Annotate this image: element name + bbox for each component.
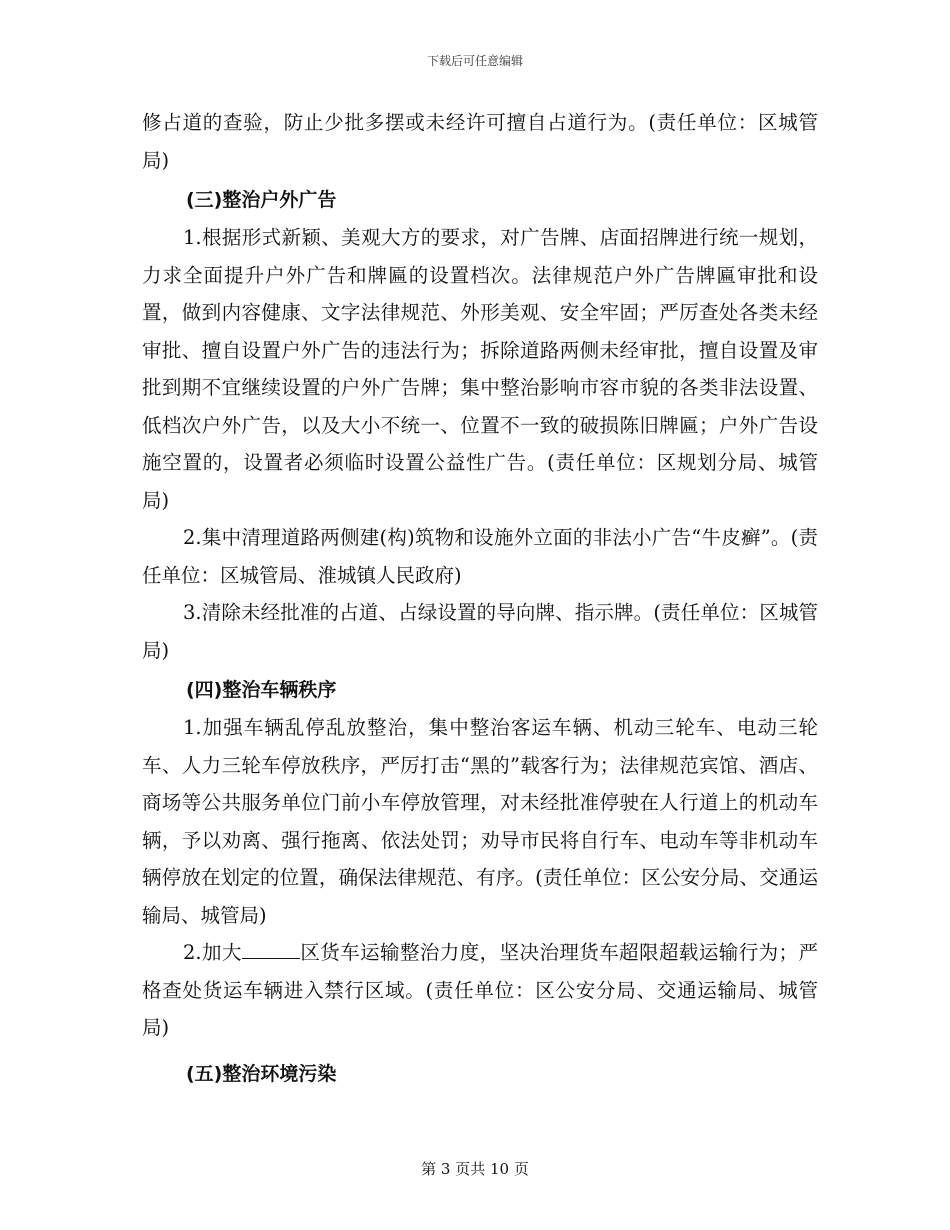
paragraph-vehicles-2: [142, 934, 818, 1047]
paragraph-outdoor-ads-2: 2.集中清理道路两侧建(构)筑物和设施外立面的非法小广告“牛皮癣”。(责任单位：区城管局、淮城镇人民政府): [142, 526, 818, 587]
paragraph-outdoor-ads-1: 1.根据形式新颖、美观大方的要求，对广告牌、店面招牌进行统一规划，力求全面提升户外广告和牌匾的设置档次。法律规范户外广告牌匾审批和设置，做到内容健康、文字法律规范、外形美观、安全牢固；严厉查处各类未经审批、擅自设置户外广告的违法行为；拆除道路两侧未经审批，擅自设置及审批到期不宜继续设置的户外广告牌；集中整治影响市容市貌的各类非法设置、低档次户外广告，以及大小不统一、位置不一致的破损陈旧牌匾；户外广告设施空置的，设置者必须临时设置公益性广告。(责任单位：区规划分局、城管局): [142, 226, 818, 512]
paragraph-continuation: 修占道的查验，防止少批多摆或未经许可擅自占道行为。(责任单位：区城管局): [142, 111, 818, 172]
section-heading-3: (三)整治户外广告: [186, 189, 337, 211]
page-footer-number: 第 3 页共 10 页: [421, 1160, 529, 1178]
document-body: [142, 104, 818, 1093]
paragraph-vehicles-2-start: 2.加大: [183, 941, 242, 964]
paragraph-vehicles-1: 1.加强车辆乱停乱放整治，集中整治客运车辆、机动三轮车、电动三轮车、人力三轮车停放秩序，严厉打击“黑的”载客行为；法律规范宾馆、酒店、商场等公共服务单位门前小车停放管理，对未经批准停驶在人行道上的机动车辆，予以劝离、强行拖离、依法处罚；劝导市民将自行车、电动车等非机动车辆停放在划定的位置，确保法律规范、有序。(责任单位：区公安分局、交通运输局、城管局): [142, 716, 818, 927]
fill-in-blank: [242, 938, 300, 959]
section-heading-4: (四)整治车辆秩序: [186, 679, 337, 701]
paragraph-vehicles-2-rest: 区货车运输整治力度，坚决治理货车超限超载运输行为；严格查处货运车辆进入禁行区域。(责任单位：区公安分局、交通运输局、城管局): [142, 941, 818, 1039]
paragraph-outdoor-ads-3: 3.清除未经批准的占道、占绿设置的导向牌、指示牌。(责任单位：区城管局): [142, 601, 818, 662]
section-heading-5: (五)整治环境污染: [186, 1062, 337, 1085]
page-header-note: 下载后可任意编辑: [426, 54, 523, 68]
